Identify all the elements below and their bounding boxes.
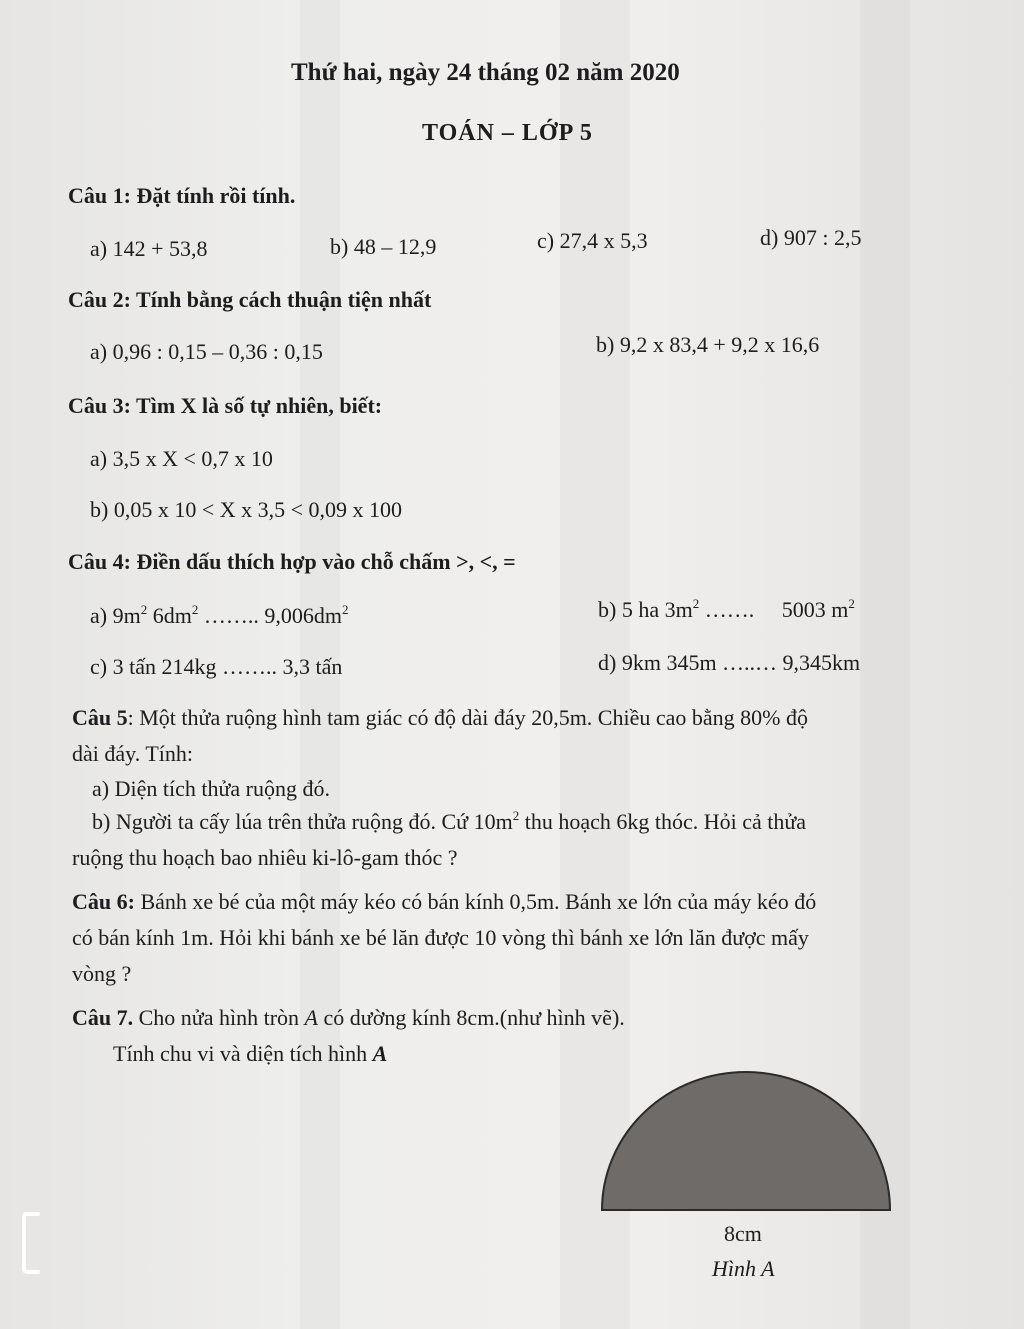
- q2-a: a) 0,96 : 0,15 – 0,36 : 0,15: [90, 339, 323, 364]
- q2-b: b) 9,2 x 83,4 + 9,2 x 16,6: [596, 332, 820, 357]
- q4-c: c) 3 tấn 214kg …….. 3,3 tấn: [90, 654, 343, 679]
- q6-line2: có bán kính 1m. Hỏi khi bánh xe bé lăn được 10 vòng thì bánh xe lớn lăn được mấy: [72, 925, 809, 950]
- q4-d: d) 9km 345m …..… 9,345km: [598, 650, 861, 675]
- q6-line3: vòng ?: [72, 961, 132, 986]
- q1-c: c) 27,4 x 5,3: [537, 228, 648, 253]
- q5-b-line2: ruộng thu hoạch bao nhiêu ki-lô-gam thóc ?: [72, 845, 458, 870]
- q3-a: a) 3,5 x X < 0,7 x 10: [90, 446, 273, 471]
- q5-line2: dài đáy. Tính:: [72, 741, 193, 766]
- q4-title: Câu 4: Điền dấu thích hợp vào chỗ chấm >, <, =: [68, 549, 516, 574]
- q1-b: b) 48 – 12,9: [330, 234, 437, 259]
- worksheet-subject: TOÁN – LỚP 5: [422, 120, 593, 146]
- figure-measure: 8cm: [724, 1221, 762, 1246]
- semicircle-shape: [602, 1072, 890, 1210]
- q3-title: Câu 3: Tìm X là số tự nhiên, biết:: [68, 393, 383, 418]
- q3-b: b) 0,05 x 10 < X x 3,5 < 0,09 x 100: [90, 497, 403, 522]
- q5-a: a) Diện tích thửa ruộng đó.: [92, 776, 330, 801]
- q5-line1: Câu 5: Một thửa ruộng hình tam giác có độ dài đáy 20,5m. Chiều cao bằng 80% độ: [72, 705, 808, 730]
- q7-line2: Tính chu vi và diện tích hình A: [113, 1041, 388, 1066]
- q4-a: a) $9m^2$ $6dm^2$ …….. $9,006dm^2$: [90, 602, 349, 628]
- q1-a: a) 142 + 53,8: [90, 236, 208, 261]
- worksheet-date: Thứ hai, ngày 24 tháng 02 năm 2020: [291, 59, 680, 86]
- q6-line1: Câu 6: Bánh xe bé của một máy kéo có bán kính 0,5m. Bánh xe lớn của máy kéo đó: [72, 889, 817, 914]
- q2-title: Câu 2: Tính bằng cách thuận tiện nhất: [68, 287, 432, 312]
- q7-line1: Câu 7. Cho nửa hình tròn A có dường kính 8cm.(như hình vẽ).: [72, 1005, 625, 1030]
- bracket-edge-icon: [20, 1210, 42, 1276]
- q1-d: d) 907 : 2,5: [760, 225, 862, 250]
- figure-caption: Hình A: [712, 1256, 775, 1281]
- q4-b: b) 5 ha $3m^2$ ……. 5003 $m^2$: [598, 596, 855, 622]
- q5-b: b) Người ta cấy lúa trên thửa ruộng đó. Cứ $10m^2$ thu hoạch 6kg thóc. Hỏi cả thửa: [92, 808, 807, 834]
- q1-title: Câu 1: Đặt tính rồi tính.: [68, 183, 296, 208]
- semicircle-figure: [596, 1066, 896, 1216]
